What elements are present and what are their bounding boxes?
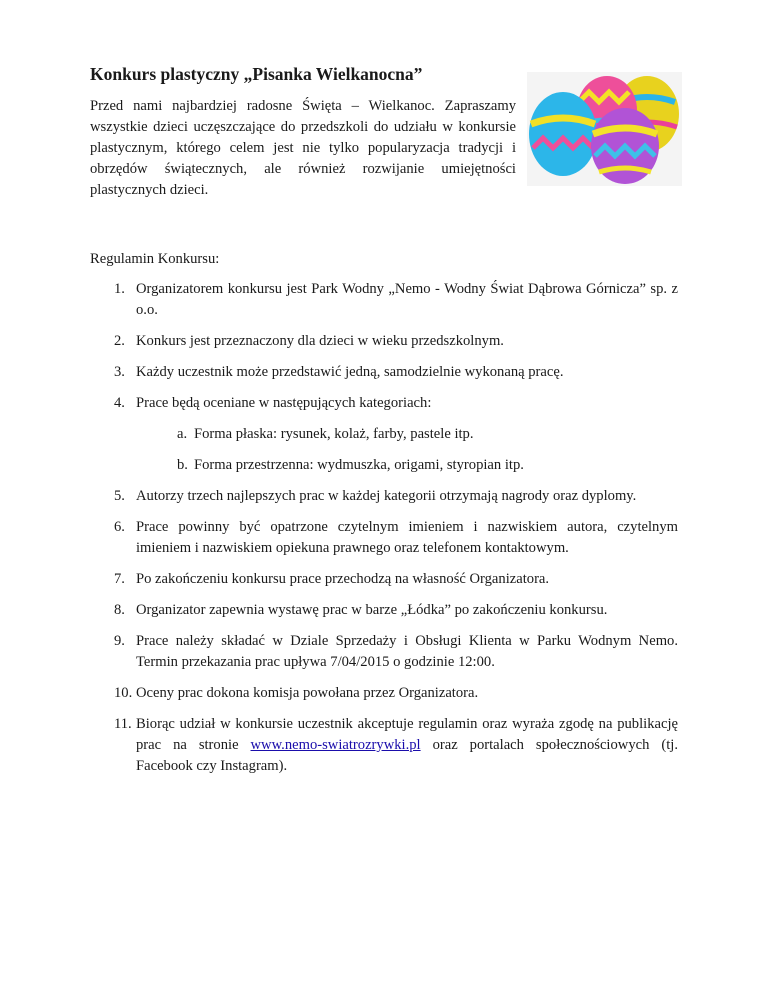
rules-list [90, 279, 678, 787]
list-number: 4. [114, 395, 125, 411]
list-number: 9. [114, 633, 125, 649]
list-item-text: Każdy uczestnik może przedstawić jedną, samodzielnie wykonaną pracę. [136, 364, 564, 380]
sub-list-item [136, 424, 678, 445]
list-number: 5. [114, 488, 125, 504]
list-item [90, 486, 678, 507]
list-number: 10. [114, 685, 133, 701]
list-item [90, 631, 678, 673]
sub-list-item-text: Forma przestrzenna: wydmuszka, origami, styropian itp. [194, 457, 524, 473]
sub-list [136, 424, 678, 476]
list-item-text: Autorzy trzech najlepszych prac w każdej kategorii otrzymają nagrody oraz dyplomy. [136, 488, 637, 504]
list-item [90, 569, 678, 590]
list-item-text: Prace będą oceniane w następujących kategoriach: [136, 395, 432, 411]
list-item [90, 279, 678, 321]
list-item [90, 393, 678, 476]
list-item-text: Prace powinny być opatrzone czytelnym imieniem i nazwiskiem autora, czytelnym imieniem i nazwiskiem opiekuna prawnego oraz telefonem kontaktowym. [136, 519, 678, 556]
list-item-text: Po zakończeniu konkursu prace przechodzą na własność Organizatora. [136, 571, 550, 587]
sub-list-item [136, 455, 678, 476]
intro-paragraph: Przed nami najbardziej radosne Święta – Wielkanoc. Zapraszamy wszystkie dzieci uczęszczające do przedszkoli do udziału w konkursie plastycznym, którego celem jest nie tylko popularyzacja tradycji i obrzędów świątecznych, ale również rozwijanie umiejętności plastycznych dzieci. [90, 98, 516, 198]
list-number: 6. [114, 519, 125, 535]
list-item [90, 362, 678, 383]
sub-list-letter: b. [177, 457, 188, 473]
list-item-text: Organizator zapewnia wystawę prac w barze „Łódka” po zakończeniu konkursu. [136, 602, 608, 618]
sub-list-item-text: Forma płaska: rysunek, kolaż, farby, pastele itp. [194, 426, 474, 442]
list-item [90, 517, 678, 559]
list-number: 2. [114, 333, 125, 349]
list-item [90, 714, 678, 777]
list-number: 3. [114, 364, 125, 380]
list-item [90, 683, 678, 704]
list-item-text: Organizatorem konkursu jest Park Wodny „Nemo - Wodny Świat Dąbrowa Górnicza” sp. z o.o. [136, 281, 678, 318]
list-item [90, 331, 678, 352]
list-item-text: Prace należy składać w Dziale Sprzedaży i Obsługi Klienta w Parku Wodnym Nemo. Termin przekazania prac upływa 7/04/2015 o godzinie 12:00. [136, 633, 678, 670]
list-number: 7. [114, 571, 125, 587]
list-item-text-before: Biorąc udział w konkursie uczestnik akceptuje regulamin oraz wyraża zgodę na publikację prac na stronie [136, 716, 678, 753]
rules-heading: Regulamin Konkursu: [90, 251, 220, 267]
list-number: 8. [114, 602, 125, 618]
list-number: 11. [114, 716, 132, 732]
sub-list-letter: a. [177, 426, 188, 442]
list-item-text: Oceny prac dokona komisja powołana przez Organizatora. [136, 685, 479, 701]
list-item [90, 600, 678, 621]
website-link[interactable]: www.nemo-swiatrozrywki.pl [250, 737, 421, 753]
list-item-text-after: oraz portalach społecznościowych (tj. Facebook czy Instagram). [136, 737, 678, 774]
easter-eggs-image [527, 72, 682, 186]
list-item-text: Konkurs jest przeznaczony dla dzieci w wieku przedszkolnym. [136, 333, 504, 349]
list-number: 1. [114, 281, 125, 297]
page-title: Konkurs plastyczny „Pisanka Wielkanocna” [90, 64, 423, 84]
